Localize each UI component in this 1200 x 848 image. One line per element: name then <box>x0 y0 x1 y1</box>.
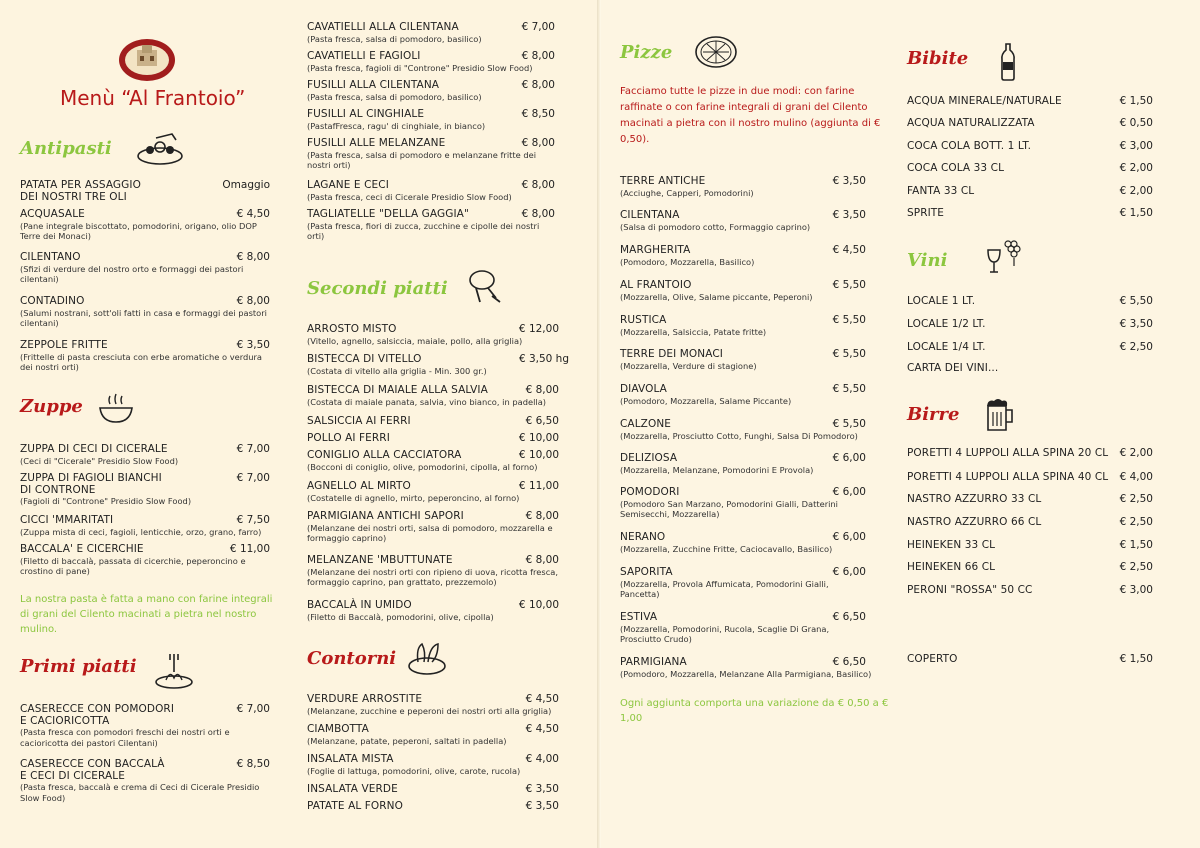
menu-item: BISTECCA DI MAIALE ALLA SALVIA € 8,00 (Costata di maiale panata, salvia, vino bianco, in padella) <box>307 384 559 407</box>
soup-bowl-icon <box>96 390 136 430</box>
menu-item: MELANZANE 'MBUTTUNATE € 8,00 (Melanzane dei nostri orti con ripieno di uova, ricotta fresca, formaggio caprino, pan grattato, prezzemolo) <box>307 554 559 587</box>
menu-item: RUSTICA € 5,50 (Mozzarella, Salsiccia, Patate fritte) <box>620 314 866 337</box>
coperto-row: COPERTO € 1,50 <box>907 653 1153 665</box>
menu-item: NERANO € 6,00 (Mozzarella, Zucchine Fritte, Caciocavallo, Basilico) <box>620 531 866 554</box>
menu-item: INSALATA MISTA € 4,00 (Foglie di lattuga, pomodorini, olive, carote, rucola) <box>307 753 559 776</box>
menu-item: TAGLIATELLE "DELLA GAGGIA" € 8,00 (Pasta fresca, fiori di zucca, zucchine e cipolle dei nostri orti) <box>307 208 555 241</box>
menu-item: PORETTI 4 LUPPOLI ALLA SPINA 40 CL € 4,00 <box>907 471 1153 483</box>
menu-item: LOCALE 1/4 LT. € 2,50 <box>907 341 1153 353</box>
menu-item: ZUPPA DI CECI DI CICERALE € 7,00 (Ceci di "Cicerale" Presidio Slow Food) <box>20 443 270 466</box>
menu-item: INSALATA VERDE € 3,50 <box>307 783 559 795</box>
menu-item: FANTA 33 CL € 2,00 <box>907 185 1153 197</box>
menu-item: HEINEKEN 33 CL € 1,50 <box>907 539 1153 551</box>
menu-item: CASERECCE CON POMODORI E CACIORICOTTA € 7,00 (Pasta fresca con pomodori freschi dei nostri orti e cacioricotta dei pastori Cilentani) <box>20 703 270 748</box>
menu-item: CONIGLIO ALLA CACCIATORA € 10,00 (Bocconi di coniglio, olive, pomodorini, cipolla, al forno) <box>307 449 559 472</box>
menu-item: POLLO AI FERRI € 10,00 <box>307 432 559 444</box>
menu-item: BACCALA' E CICERCHIE € 11,00 (Filetto di baccalà, passata di cicerchie, peperoncino e crostino di pane) <box>20 543 270 576</box>
restaurant-logo <box>118 38 176 82</box>
menu-item: ESTIVA € 6,50 (Mozzarella, Pomodorini, Rucola, Scaglie Di Grana, Prosciutto Crudo) <box>620 611 866 644</box>
menu-item: COCA COLA BOTT. 1 LT. € 3,00 <box>907 140 1153 152</box>
pasta-note: La nostra pasta è fatta a mano con farine integrali di grani del Cilento macinati a pietra nel nostro mulino. <box>20 594 273 635</box>
menu-item: CILENTANA € 3,50 (Salsa di pomodoro cotto, Formaggio caprino) <box>620 209 866 232</box>
menu-item: FUSILLI ALLA CILENTANA € 8,00 (Pasta fresca, salsa di pomodoro, basilico) <box>307 79 555 102</box>
menu-item: CASERECCE CON BACCALÀ E CECI DI CICERALE € 8,50 (Pasta fresca, baccalà e crema di Ceci di Cicerale Presidio Slow Food) <box>20 758 270 803</box>
section-title-primi: Primi piatti <box>20 656 137 677</box>
menu-item: POMODORI € 6,00 (Pomodoro San Marzano, Pomodorini Gialli, Datterini Semisecchi, Mozzarella) <box>620 486 866 519</box>
menu-item: BACCALÀ IN UMIDO € 10,00 (Filetto di Baccalà, pomodorini, olive, cipolla) <box>307 599 559 622</box>
pizze-note: Ogni aggiunta comporta una variazione da € 0,50 a € 1,00 <box>620 698 889 724</box>
bottle-icon <box>998 42 1018 86</box>
menu-item: SAPORITA € 6,00 (Mozzarella, Provola Affumicata, Pomodorini Gialli, Pancetta) <box>620 566 866 599</box>
menu-item: FUSILLI ALLE MELANZANE € 8,00 (Pasta fresca, salsa di pomodoro e melanzane fritte dei nostri orti) <box>307 137 555 170</box>
menu-item: CILENTANO € 8,00 (Sfizi di verdure del nostro orto e formaggi dei pastori cilentani) <box>20 251 270 284</box>
menu-item: DIAVOLA € 5,50 (Pomodoro, Mozzarella, Salame Piccante) <box>620 383 866 406</box>
section-title-contorni: Contorni <box>307 648 397 669</box>
menu-item: NASTRO AZZURRO 66 CL € 2,50 <box>907 516 1153 528</box>
wine-glass-grapes-icon <box>984 236 1024 280</box>
menu-item: PERONI "ROSSA" 50 CC € 3,00 <box>907 584 1153 596</box>
section-title-secondi: Secondi piatti <box>307 278 448 299</box>
page-fold <box>597 0 601 848</box>
menu-item: DELIZIOSA € 6,00 (Mozzarella, Melanzane, Pomodorini E Provola) <box>620 452 866 475</box>
page-title: Menù “Al Frantoio” <box>60 86 246 110</box>
vegetables-icon <box>406 638 448 682</box>
menu-item: PATATE AL FORNO € 3,50 <box>307 800 559 812</box>
beer-mug-icon <box>984 396 1018 438</box>
menu-item: SPRITE € 1,50 <box>907 207 1153 219</box>
section-title-antipasti: Antipasti <box>20 138 112 159</box>
menu-item: BISTECCA DI VITELLO € 3,50 hg (Costata di vitello alla griglia - Min. 300 gr.) <box>307 353 569 376</box>
menu-item: HEINEKEN 66 CL € 2,50 <box>907 561 1153 573</box>
menu-item: AL FRANTOIO € 5,50 (Mozzarella, Olive, Salame piccante, Peperoni) <box>620 279 866 302</box>
menu-item: ARROSTO MISTO € 12,00 (Vitello, agnello, salsiccia, maiale, pollo, alla griglia) <box>307 323 559 346</box>
menu-item: ZUPPA DI FAGIOLI BIANCHI DI CONTRONE € 7,00 (Fagioli di "Controne" Presidio Slow Food) <box>20 472 270 506</box>
menu-item: FUSILLI AL CINGHIALE € 8,50 (PastafFresca, ragu' di cinghiale, in bianco) <box>307 108 555 131</box>
section-title-bibite: Bibite <box>907 48 969 69</box>
menu-item: PARMIGIANA ANTICHI SAPORI € 8,00 (Melanzane dei nostri orti, salsa di pomodoro, mozzarella e formaggio caprino) <box>307 510 559 543</box>
menu-item: LAGANE E CECI € 8,00 (Pasta fresca, ceci di Cicerale Presidio Slow Food) <box>307 179 555 202</box>
menu-item: MARGHERITA € 4,50 (Pomodoro, Mozzarella, Basilico) <box>620 244 866 267</box>
menu-item: CAVATIELLI ALLA CILENTANA € 7,00 (Pasta fresca, salsa di pomodoro, basilico) <box>307 21 555 44</box>
menu-item: NASTRO AZZURRO 33 CL € 2,50 <box>907 493 1153 505</box>
menu-item: ACQUA NATURALIZZATA € 0,50 <box>907 117 1153 129</box>
menu-item: CARTA DEI VINI... <box>907 362 999 374</box>
menu-item: CIAMBOTTA € 4,50 (Melanzane, patate, peperoni, saltati in padella) <box>307 723 559 746</box>
menu-item: TERRE DEI MONACI € 5,50 (Mozzarella, Verdure di stagione) <box>620 348 866 371</box>
pasta-fork-icon <box>152 650 196 694</box>
menu-item: TERRE ANTICHE € 3,50 (Acciughe, Capperi, Pomodorini) <box>620 175 866 198</box>
pizza-icon <box>694 34 738 74</box>
menu-item: COCA COLA 33 CL € 2,00 <box>907 162 1153 174</box>
menu-item: VERDURE ARROSTITE € 4,50 (Melanzane, zucchine e peperoni dei nostri orti alla griglia) <box>307 693 559 716</box>
menu-item: CALZONE € 5,50 (Mozzarella, Prosciutto Cotto, Funghi, Salsa Di Pomodoro) <box>620 418 866 441</box>
section-title-zuppe: Zuppe <box>20 396 83 417</box>
menu-item: PATATA PER ASSAGGIO DEI NOSTRI TRE OLI Omaggio <box>20 179 270 203</box>
menu-item: SALSICCIA AI FERRI € 6,50 <box>307 415 559 427</box>
menu-item: LOCALE 1/2 LT. € 3,50 <box>907 318 1153 330</box>
menu-item: ACQUASALE € 4,50 (Pane integrale biscottato, pomodorini, origano, olio DOP Terre dei Monaci) <box>20 208 270 241</box>
menu-item: ACQUA MINERALE/NATURALE € 1,50 <box>907 95 1153 107</box>
section-title-birre: Birre <box>907 404 960 425</box>
menu-item: AGNELLO AL MIRTO € 11,00 (Costatelle di agnello, mirto, peperoncino, al forno) <box>307 480 559 503</box>
menu-item: ZEPPOLE FRITTE € 3,50 (Frittelle di pasta cresciuta con erbe aromatiche o verdura dei nostri orti) <box>20 339 270 372</box>
menu-item: LOCALE 1 LT. € 5,50 <box>907 295 1153 307</box>
pizze-intro: Facciamo tutte le pizze in due modi: con farine raffinate o con farine integrali di grani del Cilento macinati a pietra con il nostro mulino (aggiunta di € 0,50). <box>620 86 881 145</box>
menu-item: CONTADINO € 8,00 (Salumi nostrani, sott'oli fatti in casa e formaggi dei pastori cilentani) <box>20 295 270 328</box>
menu-item: CAVATIELLI E FAGIOLI € 8,00 (Pasta fresca, fagioli di "Controne" Presidio Slow Food) <box>307 50 555 73</box>
section-title-pizze: Pizze <box>620 42 673 63</box>
section-title-vini: Vini <box>907 250 948 271</box>
menu-item: CICCI 'MMARITATI € 7,50 (Zuppa mista di ceci, fagioli, lenticchie, orzo, grano, farro) <box>20 514 270 537</box>
roast-leg-icon <box>466 268 504 312</box>
menu-item: PARMIGIANA € 6,50 (Pomodoro, Mozzarella, Melanzane Alla Parmigiana, Basilico) <box>620 656 872 679</box>
menu-item: PORETTI 4 LUPPOLI ALLA SPINA 20 CL € 2,00 <box>907 447 1153 459</box>
antipasto-plate-icon <box>136 130 184 170</box>
